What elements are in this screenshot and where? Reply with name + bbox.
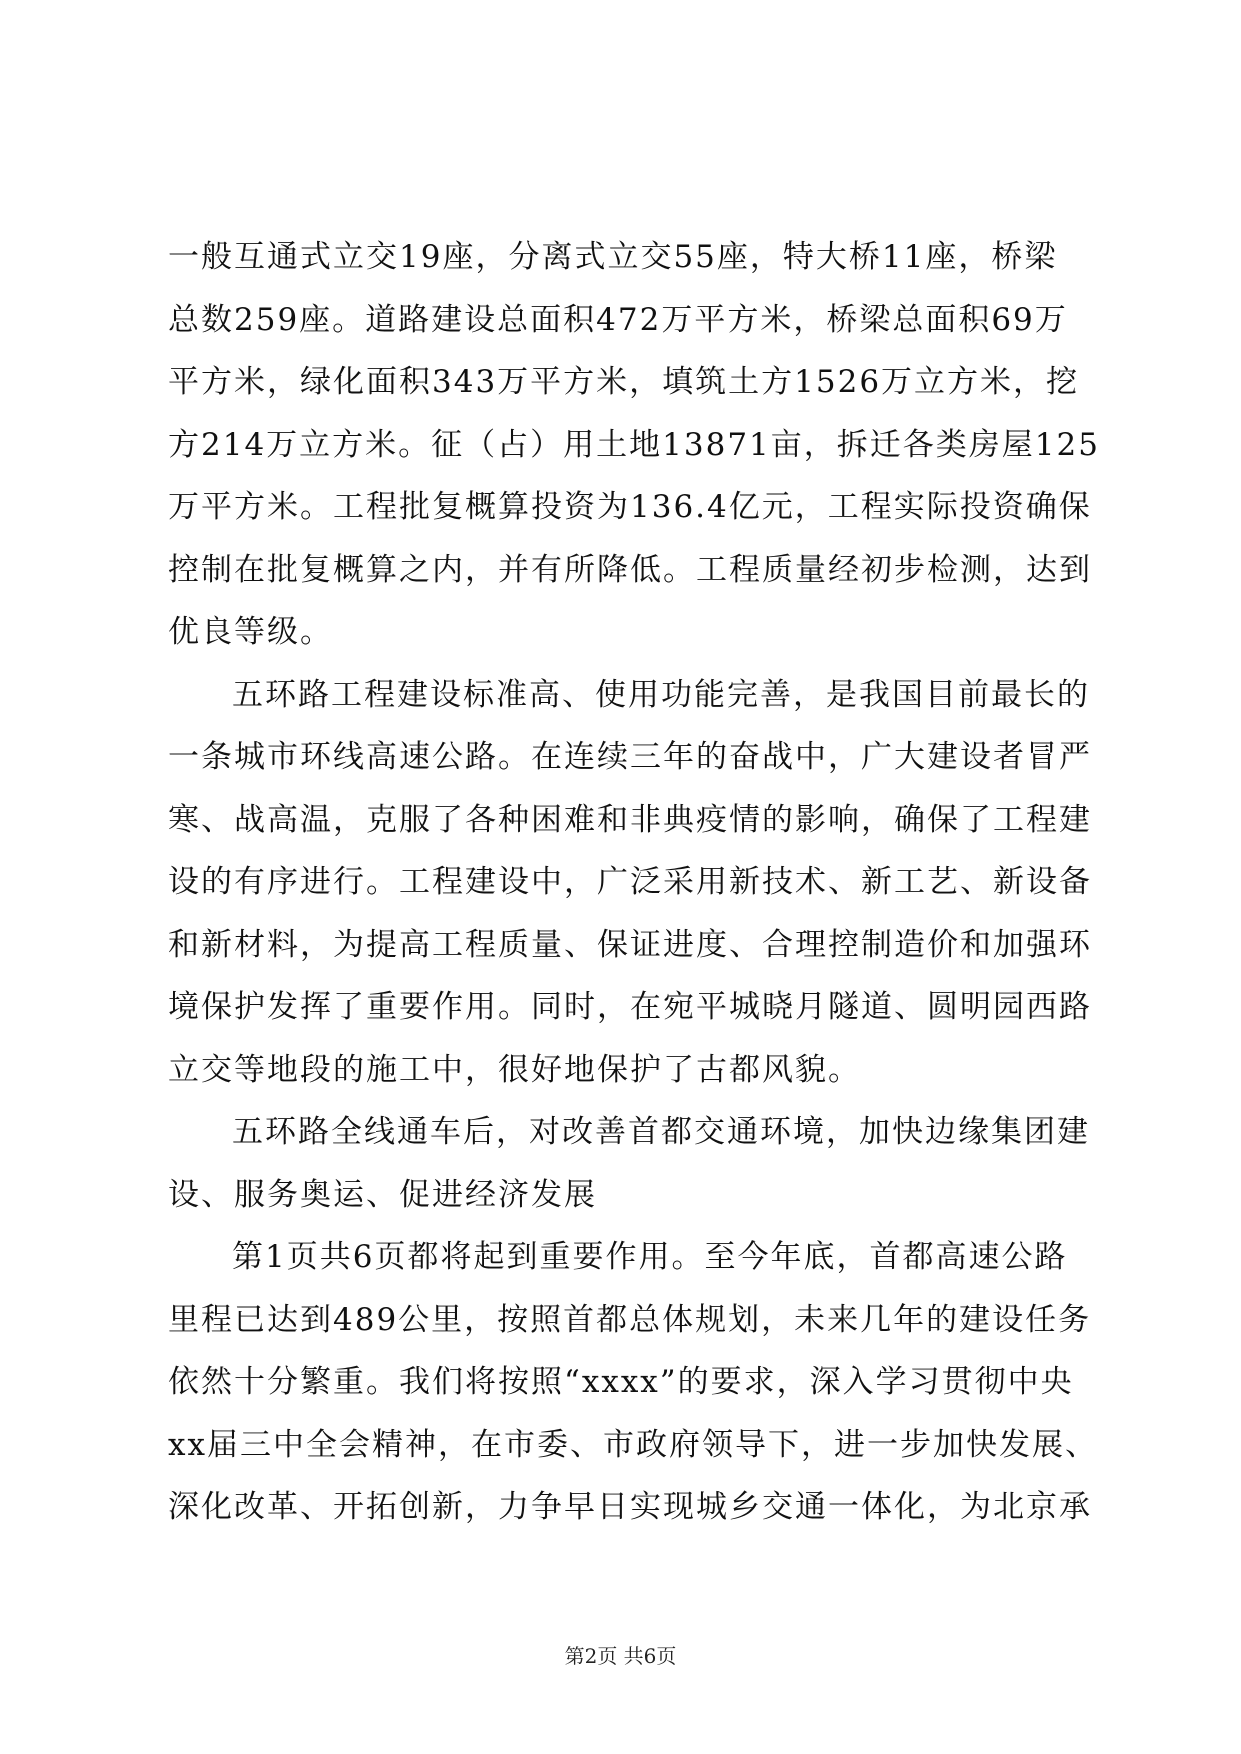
document-body <box>168 226 1100 1539</box>
text-line: 立交等地段的施工中，很好地保护了古都风貌。 <box>168 1051 861 1088</box>
text-line: 方214万立方米。征（占）用土地13871亩，拆迁各类房屋125 <box>168 426 1100 463</box>
paragraph-3 <box>168 1101 1088 1226</box>
text-line: 五环路全线通车后，对改善首都交通环境，加快边缘集团建 <box>232 1114 1090 1150</box>
text-line: xx届三中全会精神，在市委、市政府领导下，进一步加快发展、 <box>168 1426 1098 1463</box>
text-line: 总数259座。道路建设总面积472万平方米，桥梁总面积69万 <box>168 301 1068 338</box>
text-line: 设的有序进行。工程建设中，广泛采用新技术、新工艺、新设备 <box>168 864 1092 900</box>
text-line: 一般互通式立交19座，分离式立交55座，特大桥11座，桥梁 <box>168 239 1058 275</box>
page-footer: 第2页 共6页 <box>564 1644 677 1668</box>
text-line: 五环路工程建设标准高、使用功能完善，是我国目前最长的 <box>232 676 1090 713</box>
paragraph-2 <box>168 664 1092 1102</box>
text-line: 寒、战高温，克服了各种困难和非典疫情的影响，确保了工程建 <box>168 801 1092 838</box>
text-line: 优良等级。 <box>168 614 333 650</box>
text-line: 万平方米。工程批复概算投资为136.4亿元，工程实际投资确保 <box>168 489 1092 525</box>
text-line: 深化改革、开拓创新，力争早日实现城乡交通一体化，为北京承 <box>168 1489 1092 1525</box>
text-line: 依然十分繁重。我们将按照“xxxx”的要求，深入学习贯彻中央 <box>168 1364 1074 1400</box>
text-line: 和新材料，为提高工程质量、保证进度、合理控制造价和加强环 <box>168 926 1092 963</box>
paragraph-4 <box>168 1226 1098 1539</box>
text-line: 第1页共6页都将起到重要作用。至今年底，首都高速公路 <box>232 1239 1068 1275</box>
text-line: 境保护发挥了重要作用。同时，在宛平城晓月隧道、圆明园西路 <box>168 989 1092 1025</box>
text-line: 平方米，绿化面积343万平方米，填筑土方1526万立方米，挖 <box>168 364 1080 400</box>
paragraph-1 <box>168 226 1100 664</box>
text-line: 一条城市环线高速公路。在连续三年的奋战中，广大建设者冒严 <box>168 739 1092 775</box>
text-line: 里程已达到489公里，按照首都总体规划，未来几年的建设任务 <box>168 1301 1092 1338</box>
text-line: 控制在批复概算之内，并有所降低。工程质量经初步检测，达到 <box>168 551 1092 588</box>
text-line: 设、服务奥运、促进经济发展 <box>168 1176 597 1213</box>
